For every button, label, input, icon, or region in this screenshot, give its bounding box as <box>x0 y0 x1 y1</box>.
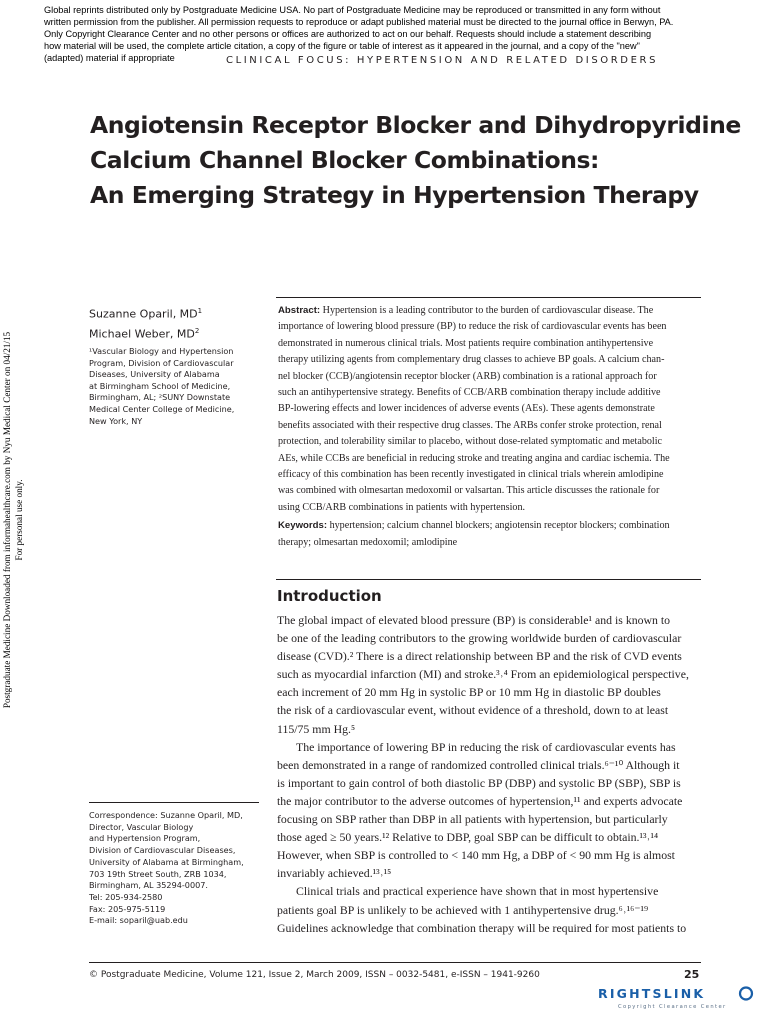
abstract-line: BP-lowering effects and lower incidences of adverse events (AEs). These agents demonstrate <box>278 403 655 415</box>
watermark-line: For personal use only. <box>13 479 24 561</box>
correspondence-line: Birmingham, AL 35294-0007. <box>89 880 208 891</box>
abstract-line: demonstrated in numerous clinical trials. Most patients require combination antihypertensive <box>278 337 654 349</box>
rightslink-tagline: Copyright Clearance Center <box>618 1004 727 1010</box>
notice-line: Only Copyright Clearance Center and no other persons or offices are authorized to act on our behalf. Requests should include a statement describing <box>44 29 652 40</box>
abstract-divider <box>276 297 701 298</box>
affiliation-line: at Birmingham School of Medicine, <box>89 380 231 391</box>
side-watermark <box>2 300 44 740</box>
body-line: focusing on SBP rather than DBP in all patients with hypertension, but particularly <box>277 812 668 827</box>
body-line: However, when SBP is controlled to < 140 mm Hg, a DBP of < 90 mm Hg is almost <box>277 848 675 863</box>
body-line: is important to gain control of both diastolic BP (DBP) and systolic BP (SBP), SBP is <box>277 775 681 790</box>
introduction-divider <box>276 579 701 580</box>
body-line: be one of the leading contributors to the growing worldwide burden of cardiovascular <box>277 631 682 646</box>
section-heading: CLINICAL FOCUS: HYPERTENSION AND RELATED DISORDERS <box>226 55 659 66</box>
abstract-line: AEs, while CCBs are beneficial in reducing stroke and treating angina and cardiac ischemia. The <box>278 452 670 464</box>
introduction-body <box>277 611 701 937</box>
correspondence-email[interactable]: E-mail: soparil@uab.edu <box>89 915 188 926</box>
page-number: 25 <box>684 968 700 981</box>
notice-line: Global reprints distributed only by Postgraduate Medicine USA. No part of Postgraduate Medicine may be reproduced or transmitted in any form without <box>44 5 661 15</box>
abstract-line: efficacy of this combination has been recently investigated in clinical trials wherein amlodipine <box>278 469 664 481</box>
affiliation-line: Program, Division of Cardiovascular <box>89 357 234 368</box>
abstract-line: Abstract: Hypertension is a leading contributor to the burden of cardiovascular disease. The <box>278 305 654 316</box>
abstract-line: benefits associated with their respective drug classes. The ARBs confer stroke protection, renal <box>278 419 662 431</box>
body-line: Clinical trials and practical experience have shown that in most hypertensive <box>296 884 659 899</box>
rightslink-logo[interactable] <box>596 984 758 1012</box>
keywords-label: Keywords: <box>278 520 328 532</box>
affiliation-line: Birmingham, AL; ²SUNY Downstate <box>89 392 231 403</box>
rightslink-wordmark: RIGHTSLINK <box>598 986 706 1001</box>
correspondence-divider <box>89 802 259 803</box>
abstract-line: using CCB/ARB combinations in patients with hypertension. <box>278 501 526 513</box>
introduction-heading: Introduction <box>277 587 382 605</box>
title-line: An Emerging Strategy in Hypertension Therapy <box>90 181 699 209</box>
abstract-line: was combined with olmesartan medoxomil or valsartan. This article discusses the rationale for <box>278 485 660 497</box>
correspondence-line: Tel: 205-934-2580 <box>89 891 163 902</box>
body-line: the risk of a cardiovascular event, without evidence of a threshold, down to at least <box>277 703 669 718</box>
correspondence-line: Fax: 205-975-5119 <box>89 903 166 914</box>
abstract-label: Abstract: <box>278 305 321 316</box>
author-item: Michael Weber, $MD^2$ <box>89 326 200 341</box>
affiliation-line: Diseases, University of Alabama <box>89 369 220 380</box>
notice-line: (adapted) material if appropriate <box>44 53 175 64</box>
notice-line: how material will be used, the complete article citation, a copy of the figure or table of interest as it appeared in the journal, and a copy of the "new" <box>44 41 640 52</box>
journal-footer: © Postgraduate Medicine, Volume 121, Issue 2, March 2009, ISSN – 0032-5481, e-ISSN – 1941-9260 <box>89 970 540 980</box>
body-line: invariably achieved.¹³˒¹⁵ <box>277 866 392 881</box>
body-line: The importance of lowering BP in reducing the risk of cardiovascular events has <box>296 739 676 754</box>
body-line: disease (CVD).² There is a direct relationship between BP and the risk of CVD events <box>277 649 682 664</box>
body-line: 115/75 mm Hg.⁵ <box>277 721 356 736</box>
abstract-line: protection, and tolerability similar to placebo, without dose-related symptomatic and metabolic <box>278 436 663 448</box>
abstract-line: importance of lowering blood pressure (BP) to reduce the risk of cardiovascular events has been <box>278 321 667 333</box>
body-line: those aged ≥ 50 years.¹² Relative to DBP, goal SBP can be difficult to obtain.¹³˒¹⁴ <box>277 830 659 845</box>
affiliation-line: ¹Vascular Biology and Hypertension <box>89 346 234 356</box>
body-line: Guidelines acknowledge that combination therapy will be required for most patients to <box>277 920 687 935</box>
abstract-line: such an antihypertensive strategy. Benefits of CCB/ARB combination therapy include additive <box>278 387 661 399</box>
title-line: Angiotensin Receptor Blocker and Dihydropyridine <box>90 111 741 139</box>
keywords-line: Keywords: hypertension; calcium channel blockers; angiotensin receptor blockers; combination <box>278 520 670 532</box>
affiliations <box>89 346 269 427</box>
body-line: the major contributor to the adverse outcomes of hypertension,¹¹ and experts advocate <box>277 793 683 808</box>
author-item: Suzanne Oparil, $MD^1$ <box>89 307 203 321</box>
rightslink-circle-icon <box>740 988 752 1000</box>
article-title <box>90 108 741 213</box>
affiliation-line: Medical Center College of Medicine, <box>89 403 235 414</box>
body-line: such as myocardial infarction (MI) and stroke.³˒⁴ From an epidemiological perspective, <box>277 667 689 682</box>
abstract-line: nel blocker (CCB)/angiotensin receptor blocker (ARB) combination is a rational approach for <box>278 370 657 382</box>
body-line: The global impact of elevated blood pressure (BP) is considerable¹ and is known to <box>277 613 671 627</box>
affiliation-line: New York, NY <box>89 415 143 426</box>
correspondence-line: University of Alabama at Birmingham, <box>89 856 244 867</box>
body-line: been demonstrated in a range of randomized controlled clinical trials.⁶⁻¹⁰ Although it <box>277 757 680 772</box>
correspondence-line: and Hypertension Program, <box>89 833 201 844</box>
correspondence-line: Correspondence: Suzanne Oparil, MD, <box>89 810 243 820</box>
correspondence-line: Division of Cardiovascular Diseases, <box>89 845 236 856</box>
correspondence-line: 703 19th Street South, ZRB 1034, <box>89 868 227 879</box>
correspondence-line: Director, Vascular Biology <box>89 821 194 832</box>
body-line: patients goal BP is unlikely to be achieved with 1 antihypertensive drug.⁶˒¹⁶⁻¹⁹ <box>277 902 649 917</box>
title-line: Calcium Channel Blocker Combinations: <box>90 146 600 174</box>
keywords-line: therapy; olmesartan medoxomil; amlodipine <box>278 536 458 548</box>
correspondence-block <box>89 810 269 927</box>
notice-line: written permission from the publisher. All permission requests to reproduce or adapt published material must be directed to the journal office in Berwyn, PA. <box>44 17 674 28</box>
footer-divider <box>89 962 701 963</box>
author-list <box>89 303 269 342</box>
abstract-line: therapy utilizing agents from complementary drug classes to achieve BP goals. A calcium chan- <box>278 354 665 366</box>
abstract <box>278 303 700 551</box>
body-line: each increment of 20 mm Hg in systolic BP or 10 mm Hg in diastolic BP doubles <box>277 685 661 700</box>
watermark-line: Postgraduate Medicine Downloaded from informahealthcare.com by Nyu Medical Center on 04/21/15 <box>2 331 12 709</box>
